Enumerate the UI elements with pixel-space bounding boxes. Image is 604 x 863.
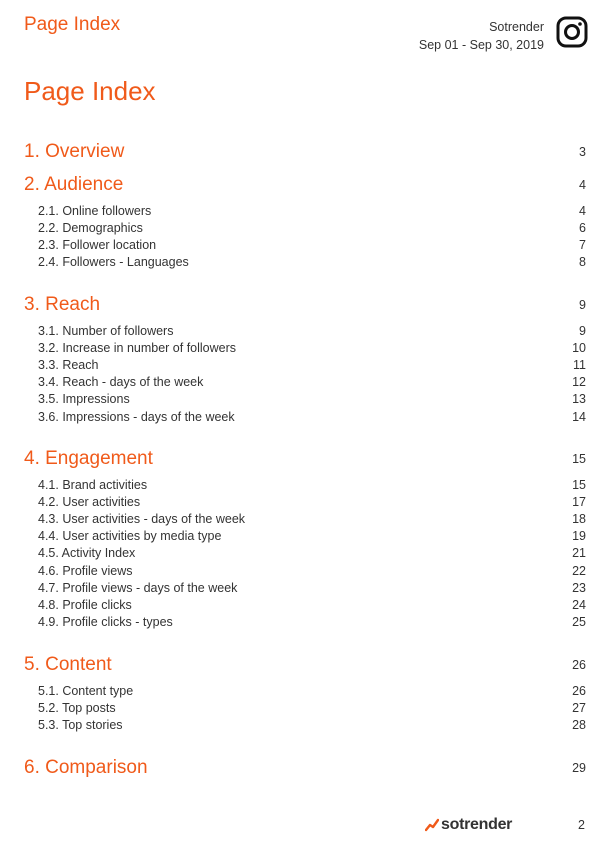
toc-item-page: 7 bbox=[579, 237, 586, 252]
logo-wordmark: sotrender bbox=[441, 816, 513, 833]
toc-item-label: 5.3. Top stories bbox=[38, 717, 123, 732]
toc-section-label: 5. Content bbox=[24, 654, 112, 675]
toc-item[interactable] bbox=[38, 614, 586, 631]
toc-item-page: 28 bbox=[572, 717, 586, 732]
toc-item-page: 22 bbox=[572, 563, 586, 578]
toc-section-page: 29 bbox=[572, 761, 586, 775]
toc-section-page: 15 bbox=[572, 452, 586, 466]
toc-section-label: 2. Audience bbox=[24, 174, 124, 195]
toc-item[interactable] bbox=[38, 391, 586, 408]
toc-item-page: 12 bbox=[572, 375, 586, 390]
toc-item-label: 3.2. Increase in number of followers bbox=[38, 340, 237, 355]
toc-item[interactable] bbox=[38, 699, 586, 716]
toc-section-page: 9 bbox=[579, 298, 586, 312]
toc-section[interactable] bbox=[24, 292, 586, 318]
toc-item-label: 4.6. Profile views bbox=[38, 563, 133, 578]
toc-item-label: 3.5. Impressions bbox=[38, 392, 130, 407]
toc-item-page: 10 bbox=[572, 340, 586, 355]
toc-item-label: 4.9. Profile clicks - types bbox=[38, 615, 173, 630]
toc-item-label: 5.2. Top posts bbox=[38, 700, 116, 715]
toc-section[interactable] bbox=[24, 446, 586, 472]
page-title: Page Index bbox=[24, 76, 156, 106]
toc-item-label: 3.4. Reach - days of the week bbox=[38, 375, 204, 390]
toc-section-label: 1. Overview bbox=[24, 141, 125, 162]
toc-item-page: 6 bbox=[579, 220, 586, 235]
toc-section[interactable] bbox=[24, 139, 586, 165]
toc-section[interactable] bbox=[24, 755, 586, 781]
toc-section-page: 3 bbox=[579, 145, 586, 159]
toc-item[interactable] bbox=[38, 682, 586, 699]
toc-item[interactable] bbox=[38, 356, 586, 373]
toc-section-label: 4. Engagement bbox=[24, 448, 153, 469]
toc-item[interactable] bbox=[38, 493, 586, 510]
toc-item-page: 18 bbox=[572, 511, 586, 526]
toc-item-page: 14 bbox=[572, 409, 586, 424]
toc-item-label: 3.3. Reach bbox=[38, 357, 99, 372]
toc-section-label: 6. Comparison bbox=[24, 757, 148, 778]
toc-item[interactable] bbox=[38, 408, 586, 425]
instagram-icon bbox=[556, 16, 588, 48]
toc-item-page: 15 bbox=[572, 477, 586, 492]
toc-item-label: 2.1. Online followers bbox=[38, 203, 152, 218]
toc-item-page: 4 bbox=[579, 203, 586, 218]
toc-item[interactable] bbox=[38, 476, 586, 493]
toc-item-label: 4.3. User activities - days of the week bbox=[38, 511, 246, 526]
toc-item-label: 3.6. Impressions - days of the week bbox=[38, 409, 235, 424]
brand-name: Sotrender bbox=[489, 20, 544, 34]
toc-section-label: 3. Reach bbox=[24, 294, 101, 315]
toc-item-page: 9 bbox=[579, 323, 586, 338]
toc-item-label: 2.2. Demographics bbox=[38, 220, 143, 235]
toc-item-page: 26 bbox=[572, 683, 586, 698]
toc-item[interactable] bbox=[38, 528, 586, 545]
toc-item[interactable] bbox=[38, 322, 586, 339]
toc-item[interactable] bbox=[38, 202, 586, 219]
toc-item[interactable] bbox=[38, 596, 586, 613]
header-brand-block bbox=[419, 18, 544, 54]
toc-item-page: 19 bbox=[572, 529, 586, 544]
sotrender-logo bbox=[425, 816, 512, 834]
toc-section-page: 4 bbox=[579, 178, 586, 192]
toc-item-label: 4.5. Activity Index bbox=[38, 546, 136, 561]
toc-item-page: 25 bbox=[572, 615, 586, 630]
toc-item[interactable] bbox=[38, 254, 586, 271]
toc-item-page: 8 bbox=[579, 255, 586, 270]
toc-section-page: 26 bbox=[572, 658, 586, 672]
toc-item-page: 27 bbox=[572, 700, 586, 715]
toc-item-label: 5.1. Content type bbox=[38, 683, 134, 698]
toc-item[interactable] bbox=[38, 236, 586, 253]
toc-item-page: 13 bbox=[572, 392, 586, 407]
toc-item-label: 2.4. Followers - Languages bbox=[38, 255, 189, 270]
toc-item[interactable] bbox=[38, 716, 586, 733]
toc-item[interactable] bbox=[38, 562, 586, 579]
toc-item-page: 24 bbox=[572, 597, 586, 612]
toc-item[interactable] bbox=[38, 219, 586, 236]
toc-item[interactable] bbox=[38, 579, 586, 596]
toc-item-page: 17 bbox=[572, 494, 586, 509]
sotrender-logo-icon bbox=[425, 818, 439, 832]
toc-item[interactable] bbox=[38, 339, 586, 356]
toc-section[interactable] bbox=[24, 172, 586, 198]
toc-item[interactable] bbox=[38, 510, 586, 527]
toc-item[interactable] bbox=[38, 374, 586, 391]
page-number: 2 bbox=[578, 818, 585, 832]
toc-item-page: 11 bbox=[573, 357, 586, 372]
toc-item[interactable] bbox=[38, 545, 586, 562]
toc-item-label: 4.8. Profile clicks bbox=[38, 597, 132, 612]
toc-item-label: 2.3. Follower location bbox=[38, 237, 157, 252]
toc-item-label: 4.2. User activities bbox=[38, 494, 141, 509]
toc-item-label: 3.1. Number of followers bbox=[38, 323, 174, 338]
toc-item-label: 4.7. Profile views - days of the week bbox=[38, 580, 238, 595]
toc-item-label: 4.1. Brand activities bbox=[38, 477, 148, 492]
date-range: Sep 01 - Sep 30, 2019 bbox=[418, 38, 544, 52]
toc-item-page: 21 bbox=[572, 546, 586, 561]
toc-item-label: 4.4. User activities by media type bbox=[38, 529, 222, 544]
header-title: Page Index bbox=[24, 14, 121, 35]
toc-item-page: 23 bbox=[572, 580, 586, 595]
toc-section[interactable] bbox=[24, 652, 586, 678]
